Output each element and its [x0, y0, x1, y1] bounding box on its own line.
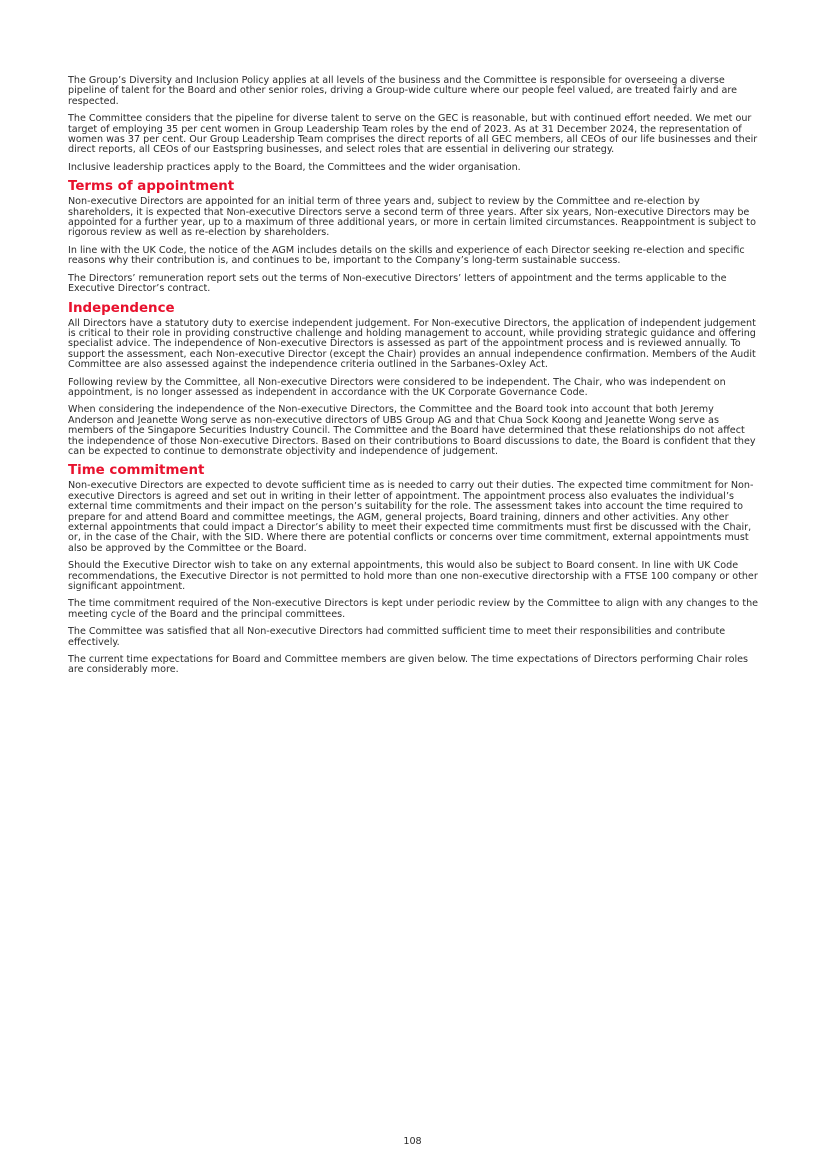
time-paragraph: The time commitment required of the Non-executive Directors is kept under periodic review by the Committee to align with any changes to the meeting cycle of the Board and the principal committees. [68, 598, 759, 620]
time-paragraph: Should the Executive Director wish to take on any external appointments, this would also be subject to Board consent. In line with UK Code recommendations, the Executive Director is not permitted to hold more than one non-executive directorship with a FTSE 100 company or other significant appointment. [68, 560, 758, 593]
terms-paragraph: The Directors’ remuneration report sets out the terms of Non-executive Directors’ letters of appointment and the terms applicable to the Executive Director’s contract. [68, 272, 727, 295]
section-heading-time-commitment: Time commitment [68, 463, 205, 479]
independence-paragraph: All Directors have a statutory duty to exercise independent judgement. For Non-executive Directors, the application of independent judgement is critical to their role in providing constructive challenge and holding management to account, while providing strategic guidance and offering specialist advice. The independence of Non-executive Directors is assessed as part of the appointment process and is reviewed annually. To support the assessment, each Non-executive Director (except the Chair) provides an annual independence confirmation. Members of the Audit Committee are also assessed against the independence criteria outlined in the Sarbanes-Oxley Act. [68, 317, 756, 371]
intro-paragraph: The Group’s Diversity and Inclusion Policy applies at all levels of the business and the Committee is responsible for overseeing a diverse pipeline of talent for the Board and other senior roles, driving a Group-wide culture where our people feel valued, are treated fairly and are respected. [68, 75, 738, 107]
document-page [68, 76, 760, 683]
section-heading-terms: Terms of appointment [68, 179, 235, 195]
terms-paragraph: Non-executive Directors are appointed for an initial term of three years and, subject to review by the Committee and re-election by shareholders, it is expected that Non-executive Directors serve a second term of three years. After six years, Non-executive Directors may be appointed for a further year, up to a maximum of three additional years, or more in certain limited circumstances. Reappointment is subject to rigorous review as well as re-election by shareholders. [68, 196, 756, 239]
intro-paragraph: Inclusive leadership practices apply to the Board, the Committees and the wider organisation. [68, 161, 521, 173]
intro-paragraph: The Committee considers that the pipeline for diverse talent to serve on the GEC is reasonable, but with continued effort needed. We met our target of employing 35 per cent women in Group Leadership Team roles by the end of 2023. As at 31 December 2024, the representation of women was 37 per cent. Our Group Leadership Team comprises the direct reports of all GEC members, all CEOs of our life businesses and their direct reports, all CEOs of our Eastspring businesses, and select roles that are essential in delivering our strategy. [68, 113, 758, 156]
section-heading-independence: Independence [68, 300, 175, 316]
page-number: 108 [403, 1136, 422, 1147]
terms-paragraph: In line with the UK Code, the notice of the AGM includes details on the skills and experience of each Director seeking re-election and specific reasons why their contribution is, and continues to be, important to the Company’s long-term sustainable success. [68, 244, 745, 267]
independence-paragraph: Following review by the Committee, all Non-executive Directors were considered to be independent. The Chair, who was independent on appointment, is no longer assessed as independent in accordance with the UK Corporate Governance Code. [68, 376, 726, 398]
time-paragraph: The Committee was satisfied that all Non-executive Directors had committed sufficient time to meet their responsibilities and contribute effectively. [68, 626, 726, 648]
time-paragraph: The current time expectations for Board and Committee members are given below. The time expectations of Directors performing Chair roles are considerably more. [68, 654, 749, 676]
time-paragraph: Non-executive Directors are expected to devote sufficient time as is needed to carry out their duties. The expected time commitment for Non-executive Directors is agreed and set out in writing in their letter of appointment. The appointment process also evaluates the individual’s external time commitments and their impact on the person’s suitability for the role. The assessment takes into account the time required to prepare for and attend Board and committee meetings, the AGM, general projects, Board training, dinners and other activities. Any other external appointments that could impact a Director’s ability to meet their expected time commitments must first be discussed with the Chair, or, in the case of the Chair, with the SID. Where there are potential conflicts or concerns over time commitment, external appointments must also be approved by the Committee or the Board. [68, 480, 754, 554]
independence-paragraph: When considering the independence of the Non-executive Directors, the Committee and the Board took into account that both Jeremy Anderson and Jeanette Wong serve as non-executive directors of UBS Group AG and that Chua Sock Koong and Jeanette Wong serve as members of the Singapore Securities Industry Council. The Committee and the Board have determined that these relationships do not affect the independence of those Non-executive Directors. Based on their contributions to Board discussions to date, the Board is confident that they can be expected to continue to demonstrate objectivity and independence of judgement. [68, 404, 756, 457]
